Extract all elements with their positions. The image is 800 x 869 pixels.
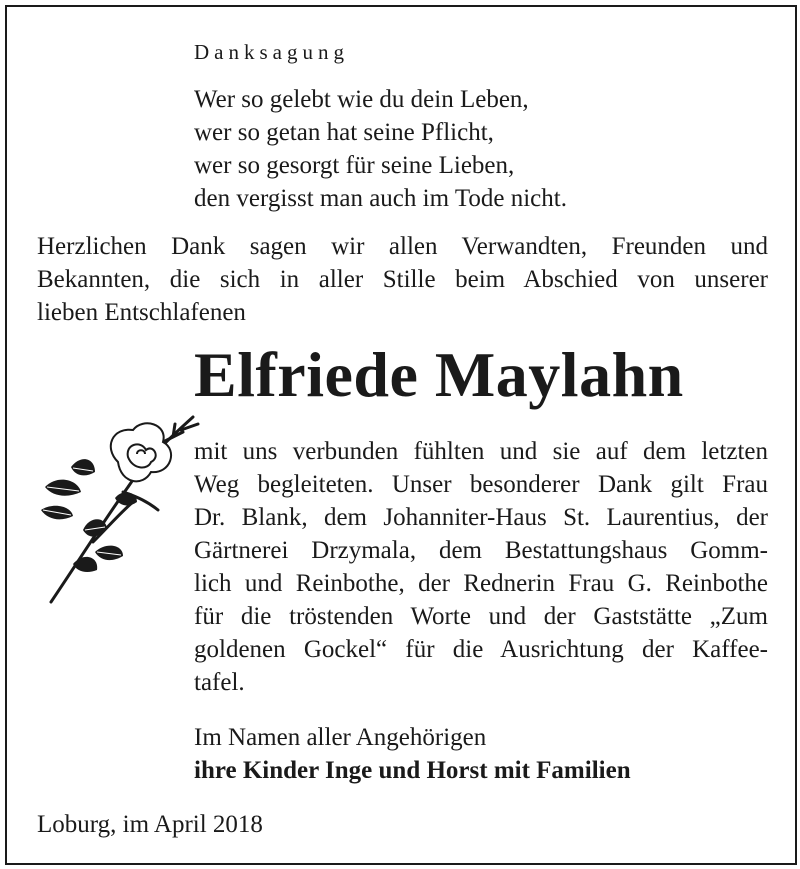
body-line-5: lich und Reinbothe, der Rednerin Frau G. Reinbothe: [194, 570, 768, 597]
body-line-6: für die tröstenden Worte und der Gaststätte „Zum: [194, 603, 768, 630]
body-line-8: tafel.: [194, 669, 245, 696]
body-line-4: Gärtnerei Drzymala, dem Bestattungshaus Gomm-: [194, 537, 768, 564]
obituary-card: [5, 5, 797, 865]
poem-line-4: den vergisst man auch im Tode nicht.: [194, 185, 567, 212]
heading: Danksagung: [194, 40, 349, 64]
body-line-3: Dr. Blank, dem Johanniter-Haus St. Laurentius, der: [194, 504, 768, 531]
body-line-2: Weg begleiteten. Unser besonderer Dank gilt Frau: [194, 471, 768, 498]
signature-line-1: Im Namen aller Angehörigen: [194, 724, 487, 751]
place-date: Loburg, im April 2018: [37, 811, 263, 838]
body-line-1: mit uns verbunden fühlten und sie auf dem letzten: [194, 438, 768, 465]
intro-line-2: Bekannten, die sich in aller Stille beim Abschied von unserer: [37, 266, 768, 293]
body-line-7: goldenen Gockel“ für die Ausrichtung der Kaffee-: [194, 636, 768, 663]
intro-line-1: Herzlichen Dank sagen wir allen Verwandten, Freunden und: [37, 233, 768, 260]
signature-line-2: ihre Kinder Inge und Horst mit Familien: [194, 757, 631, 784]
poem-line-3: wer so gesorgt für seine Lieben,: [194, 152, 515, 179]
rose-icon: [33, 402, 203, 612]
poem-line-1: Wer so gelebt wie du dein Leben,: [194, 86, 529, 113]
intro-line-3: lieben Entschlafenen: [37, 299, 246, 326]
deceased-name: Elfriede Maylahn: [194, 339, 684, 410]
poem-line-2: wer so getan hat seine Pflicht,: [194, 119, 494, 146]
